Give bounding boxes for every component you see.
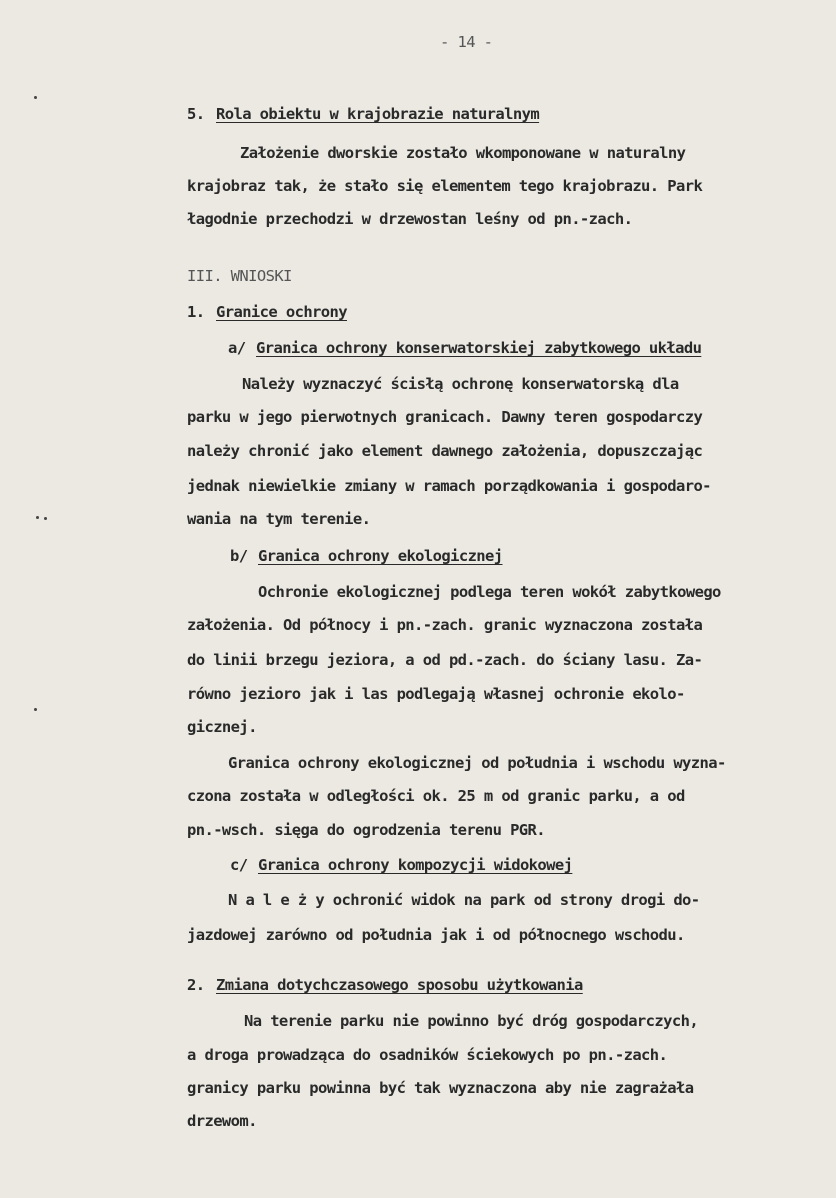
paragraph-line: pn.-wsch. sięga do ogrodzenia terenu PGR. <box>187 821 546 839</box>
paragraph-line: założenia. Od północy i pn.-zach. granic wyznaczona została <box>187 616 703 634</box>
subsection-a-heading: Granica ochrony konserwatorskiej zabytkowego układu <box>256 339 702 357</box>
page-number: - 14 - <box>440 33 493 51</box>
item2-number: 2. <box>187 976 205 994</box>
margin-mark <box>34 708 37 711</box>
paragraph-line: jednak niewielkie zmiany w ramach porządkowania i gospodaro- <box>187 477 711 495</box>
paragraph-line: krajobraz tak, że stało się elementem tego krajobrazu. Park <box>187 177 703 195</box>
margin-mark <box>44 517 47 520</box>
item1-heading: Granice ochrony <box>216 303 347 321</box>
margin-mark <box>34 96 37 99</box>
paragraph-line: równo jezioro jak i las podlegają własnej ochronie ekolo- <box>187 685 685 703</box>
section5-number: 5. <box>187 105 205 123</box>
subsection-a-label: a/ <box>228 339 246 357</box>
paragraph-line: granicy parku powinna być tak wyznaczona aby nie zagrażała <box>187 1079 694 1097</box>
paragraph-line: łagodnie przechodzi w drzewostan leśny od pn.-zach. <box>187 210 633 228</box>
paragraph-line: Założenie dworskie zostało wkomponowane w naturalny <box>240 144 686 162</box>
paragraph-line: wania na tym terenie. <box>187 510 371 528</box>
paragraph-line: parku w jego pierwotnych granicach. Dawny teren gospodarczy <box>187 408 703 426</box>
paragraph-line: drzewom. <box>187 1112 257 1130</box>
paragraph-line: gicznej. <box>187 718 257 736</box>
paragraph-line: Granica ochrony ekologicznej od południa i wschodu wyzna- <box>228 754 726 772</box>
item1-number: 1. <box>187 303 205 321</box>
subsection-b-heading: Granica ochrony ekologicznej <box>258 547 503 565</box>
paragraph-line: N a l e ż y ochronić widok na park od strony drogi do- <box>228 891 700 909</box>
subsection-b-label: b/ <box>230 547 248 565</box>
item2-heading: Zmiana dotychczasowego sposobu użytkowania <box>216 976 583 994</box>
paragraph-line: a droga prowadząca do osadników ściekowych po pn.-zach. <box>187 1046 668 1064</box>
margin-mark <box>36 516 39 519</box>
subsection-c-heading: Granica ochrony kompozycji widokowej <box>258 856 573 874</box>
paragraph-line: Ochronie ekologicznej podlega teren wokół zabytkowego <box>258 583 721 601</box>
paragraph-line: należy chronić jako element dawnego założenia, dopuszczając <box>187 442 703 460</box>
subsection-c-label: c/ <box>230 856 248 874</box>
conclusions-title: III. WNIOSKI <box>187 267 292 285</box>
section5-heading: Rola obiektu w krajobrazie naturalnym <box>216 105 540 123</box>
paragraph-line: do linii brzegu jeziora, a od pd.-zach. do ściany lasu. Za- <box>187 651 703 669</box>
paragraph-line: Na terenie parku nie powinno być dróg gospodarczych, <box>244 1012 699 1030</box>
paragraph-line: czona została w odległości ok. 25 m od granic parku, a od <box>187 787 685 805</box>
paragraph-line: jazdowej zarówno od południa jak i od północnego wschodu. <box>187 926 685 944</box>
paragraph-line: Należy wyznaczyć ścisłą ochronę konserwatorską dla <box>242 375 679 393</box>
